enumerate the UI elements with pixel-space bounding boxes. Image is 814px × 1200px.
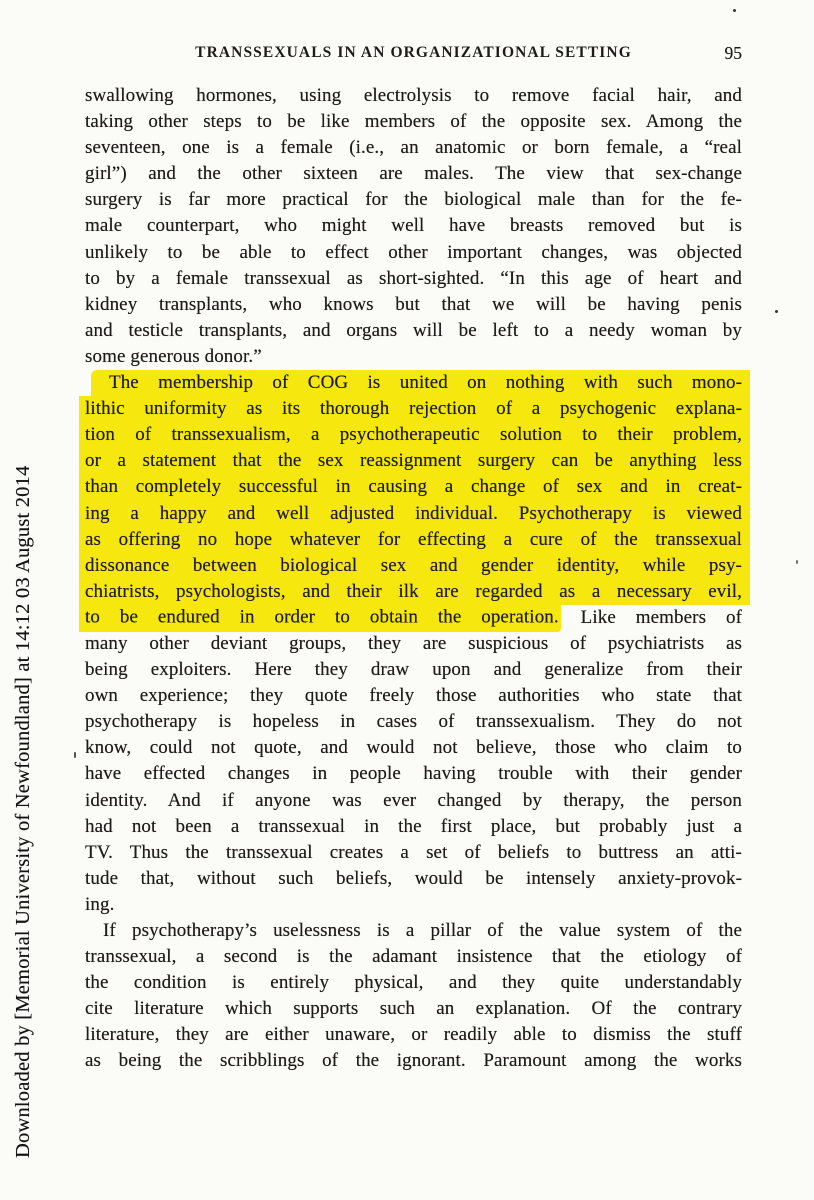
page-title: TRANSSEXUALS IN AN ORGANIZATIONAL SETTING [195, 44, 632, 61]
scan-artifact [74, 752, 76, 758]
text-column [85, 83, 742, 1075]
text-line [85, 605, 742, 631]
highlighted-text-line: dissonance between biological sex and gender identity, while psy- [79, 553, 750, 579]
scan-artifact [796, 560, 798, 564]
scan-artifact [775, 310, 778, 313]
text-line: have effected changes in people having trouble with their gender [85, 763, 742, 785]
text-line: and testicle transplants, and organs will be left to a needy woman by [85, 319, 742, 341]
text-line: the condition is entirely physical, and they quite understandably [85, 972, 742, 994]
text-line: identity. And if anyone was ever changed by therapy, the person [85, 789, 742, 811]
text-line: some generous donor.” [85, 345, 262, 367]
text-line: own experience; they quote freely those authorities who state that [85, 685, 742, 707]
text-line: If psychotherapy’s uselessness is a pillar of the value system of the [103, 920, 742, 941]
text-line: taking other steps to be like members of the opposite sex. Among the [85, 111, 742, 133]
text-line: ing. [85, 893, 115, 915]
text-line: TV. Thus the transsexual creates a set of beliefs to buttress an atti- [85, 841, 742, 863]
text-line: as being the scribblings of the ignorant. Paramount among the works [85, 1050, 742, 1072]
text-line: seventeen, one is a female (i.e., an anatomic or born female, a “real [85, 137, 742, 159]
text-line: psychotherapy is hopeless in cases of transsexualism. They do not [85, 711, 742, 733]
highlighted-text-line: chiatrists, psychologists, and their ilk are regarded as a necessary evil, [79, 579, 750, 605]
scan-artifact [733, 9, 736, 12]
highlighted-text-line: as offering no hope whatever for effecting a cure of the transsexual [79, 527, 750, 553]
download-watermark: Downloaded by [Memorial University of Newfoundland] at 14:12 03 August 2014 [12, 465, 34, 1158]
highlighted-text-line: lithic uniformity as its thorough rejection of a psychogenic explana- [79, 396, 750, 422]
text-line: girl”) and the other sixteen are males. The view that sex-change [85, 163, 742, 185]
text-line: swallowing hormones, using electrolysis to remove facial hair, and [85, 85, 742, 106]
text-line: cite literature which supports such an explanation. Of the contrary [85, 998, 742, 1020]
text-line: male counterpart, who might well have breasts removed but is [85, 215, 742, 237]
highlighted-text: to be endured in order to obtain the operation. [85, 603, 561, 632]
text-line: literature, they are either unaware, or readily able to dismiss the stuff [85, 1024, 742, 1046]
plain-text: Like members of [560, 606, 742, 628]
text-line: unlikely to be able to effect other important changes, was objected [85, 241, 742, 263]
highlighted-text-line: The membership of COG is united on nothing with such mono- [91, 370, 750, 396]
text-line: had not been a transsexual in the first place, but probably just a [85, 815, 742, 837]
text-line: to by a female transsexual as short-sighted. “In this age of heart and [85, 267, 742, 289]
page-number: 95 [724, 43, 742, 63]
text-line: kidney transplants, who knows but that we will be having penis [85, 293, 742, 315]
highlighted-text-line: than completely successful in causing a change of sex and in creat- [79, 474, 750, 500]
text-line: transsexual, a second is the adamant insistence that the etiology of [85, 946, 742, 968]
text-line: surgery is far more practical for the biological male than for the fe- [85, 189, 742, 211]
highlighted-text-line: or a statement that the sex reassignment surgery can be anything less [79, 448, 750, 474]
running-head [85, 44, 742, 68]
text-line: many other deviant groups, they are suspicious of psychiatrists as [85, 632, 742, 654]
highlighted-text-line: tion of transsexualism, a psychotherapeutic solution to their problem, [79, 422, 750, 448]
text-line: being exploiters. Here they draw upon and generalize from their [85, 659, 742, 681]
highlighted-text-line: ing a happy and well adjusted individual. Psychotherapy is viewed [79, 501, 750, 527]
text-line: tude that, without such beliefs, would be intensely anxiety-provok- [85, 867, 742, 889]
text-line: know, could not quote, and would not believe, those who claim to [85, 737, 742, 759]
